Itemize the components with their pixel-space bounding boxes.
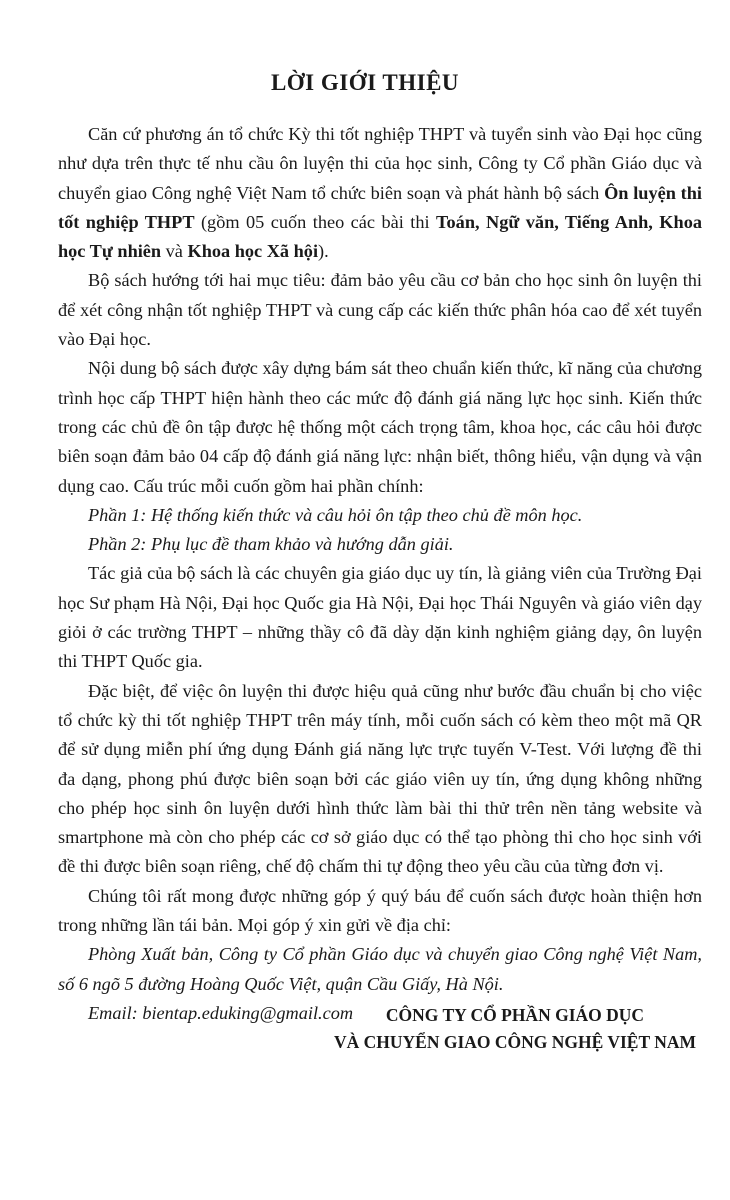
paragraph-intro (58, 120, 702, 266)
paragraph-content: Nội dung bộ sách được xây dựng bám sát theo chuẩn kiến thức, kĩ năng của chương trình học cấp THPT hiện hành theo các mức độ đánh giá năng lực học sinh. Kiến thức trong các chủ đề ôn tập được hệ thống một cách trọng tâm, khoa học, các câu hỏi được biên soạn đảm bảo 04 cấp độ đánh giá năng lực: nhận biết, thông hiểu, vận dụng và vận dụng cao. Cấu trúc mỗi cuốn gồm hai phần chính: (58, 358, 702, 496)
signature-line-2: VÀ CHUYỂN GIAO CÔNG NGHỆ VIỆT NAM (333, 1032, 696, 1052)
intro-text-c: (gồm 05 cuốn theo các bài thi (194, 211, 437, 232)
contact-email: Email: bientap.eduking@gmail.com (88, 1002, 354, 1023)
part-1-line: Phần 1: Hệ thống kiến thức và câu hỏi ôn tập theo chủ đề môn học. (88, 504, 583, 525)
subject-social-science: Khoa học Xã hội (187, 241, 319, 262)
page-title: LỜI GIỚI THIỆU (270, 70, 460, 95)
signature-line-1: CÔNG TY CỔ PHẦN GIÁO DỤC (385, 1005, 645, 1025)
paragraph-authors: Tác giả của bộ sách là các chuyên gia giáo dục uy tín, là giảng viên của Trường Đại học Sư phạm Hà Nội, Đại học Quốc gia Hà Nội, Đại học Thái Nguyên và giáo viên dạy giỏi ở các trường THPT – những thầy cô đã dày dặn kinh nghiệm giảng dạy, ôn luyện thi THPT Quốc gia. (58, 563, 702, 672)
signature-block (334, 1002, 696, 1056)
paragraph-goals: Bộ sách hướng tới hai mục tiêu: đảm bảo yêu cầu cơ bản cho học sinh ôn luyện thi để xét công nhận tốt nghiệp THPT và cung cấp các kiến thức phân hóa cao để xét tuyển vào Đại học. (58, 270, 702, 350)
intro-text-g: ). (318, 241, 329, 262)
paragraph-vtest: Đặc biệt, để việc ôn luyện thi được hiệu quả cũng như bước đầu chuẩn bị cho việc tổ chức kỳ thi tốt nghiệp THPT trên máy tính, mỗi cuốn sách có kèm theo một mã QR để sử dụng miễn phí ứng dụng Đánh giá năng lực trực tuyến V-Test. Với lượng đề thi đa dạng, phong phú được biên soạn bởi các giáo viên uy tín, ứng dụng không những cho phép học sinh ôn luyện dưới hình thức làm bài thi thử trên nền tảng website và smartphone mà còn cho phép các cơ sở giáo dục có thể tạo phòng thi cho học sinh với đề thi được biên soạn riêng, chế độ chấm thi tự động theo yêu cầu của từng đơn vị. (58, 680, 702, 877)
body-text (58, 120, 702, 1028)
intro-text-a: Căn cứ phương án tổ chức Kỳ thi tốt nghiệp THPT và tuyển sinh vào Đại học cũng như dựa trên thực tế nhu cầu ôn luyện thi của học sinh, Công ty Cổ phần Giáo dục và chuyển giao Công nghệ Việt Nam tổ chức biên soạn và phát hành bộ sách (58, 124, 702, 203)
paragraph-feedback: Chúng tôi rất mong được những góp ý quý báu để cuốn sách được hoàn thiện hơn trong những lần tái bản. Mọi góp ý xin gửi về địa chỉ: (58, 885, 702, 936)
contact-address: Phòng Xuất bản, Công ty Cổ phần Giáo dục và chuyển giao Công nghệ Việt Nam, số 6 ngõ 5 đường Hoàng Quốc Việt, quận Cầu Giấy, Hà Nội. (58, 944, 702, 994)
part-2-line: Phần 2: Phụ lục đề tham khảo và hướng dẫn giải. (88, 534, 454, 555)
intro-text-e: và (161, 241, 188, 262)
book-series-name: Ôn luyện thi tốt nghiệp THPT (58, 182, 702, 232)
subject-list: Toán, Ngữ văn, Tiếng Anh, Khoa học Tự nhiên (58, 211, 702, 262)
